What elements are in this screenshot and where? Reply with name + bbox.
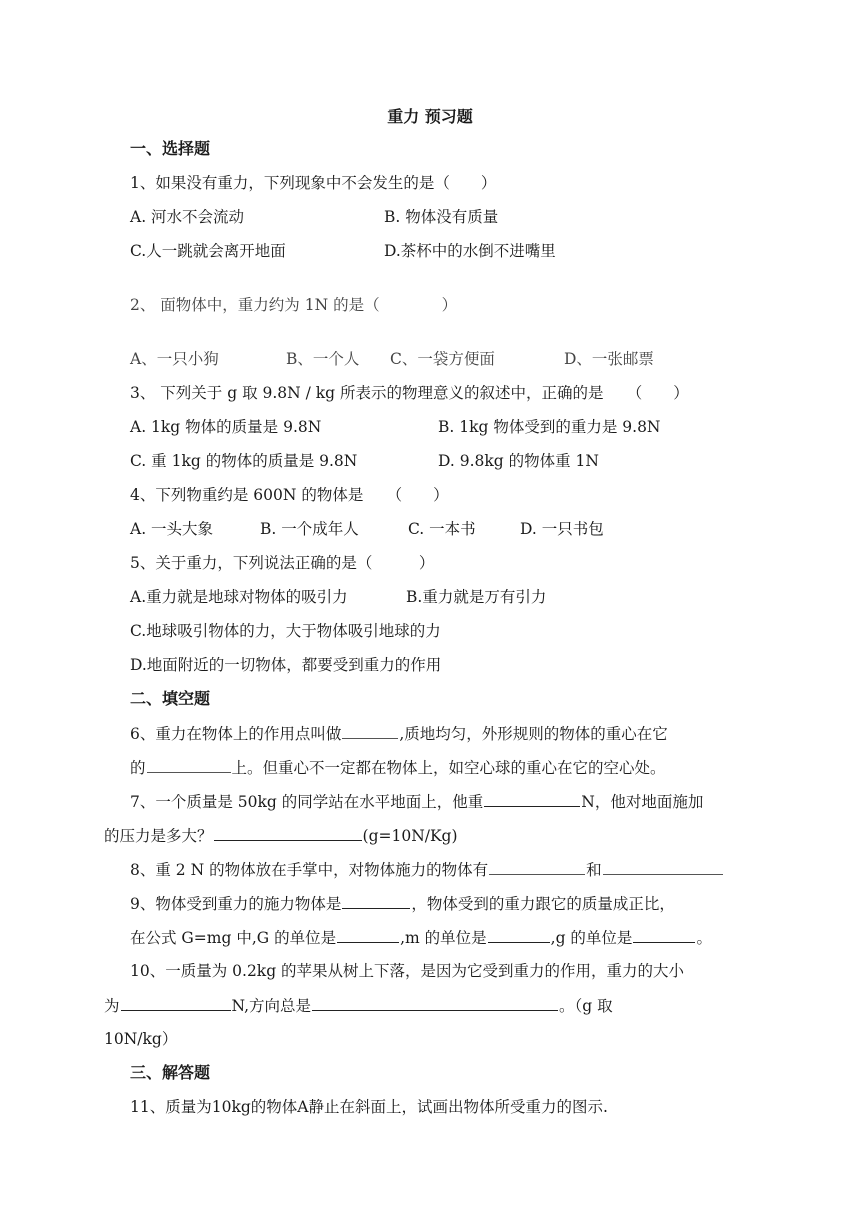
question-11-stem: 11、质量为10kg的物体A静止在斜面上，试画出物体所受重力的图示. <box>130 1098 608 1116</box>
question-6-text-a: 6、重力在物体上的作用点叫做 <box>130 725 342 743</box>
question-1-option-a: A. 河水不会流动 <box>130 208 245 226</box>
question-6-line-1 <box>130 722 668 745</box>
question-7-text-d: (g=10N/Kg) <box>362 827 458 845</box>
question-4-option-b: B. 一个成年人 <box>260 520 359 538</box>
question-7-line-1 <box>130 790 703 813</box>
question-2-stem: 2、 面物体中，重力约为 1N 的是（ ） <box>130 296 458 314</box>
question-2-option-b: B、一个人 <box>286 350 360 368</box>
question-9-line-2 <box>130 926 712 949</box>
question-6-text-b: ,质地均匀，外形规则的物体的重心在它 <box>399 725 668 743</box>
question-4-stem: 4、下列物重约是 600N 的物体是 （ ） <box>130 486 449 504</box>
page-title: 重力 预习题 <box>387 107 473 126</box>
question-10-text-b: 为 <box>104 997 120 1015</box>
question-6-blank-2[interactable] <box>147 756 231 773</box>
question-7-blank-2[interactable] <box>214 824 362 841</box>
section-heading-answer: 三、解答题 <box>130 1063 211 1082</box>
question-5-stem: 5、关于重力，下列说法正确的是（ ） <box>130 554 435 572</box>
question-10-blank-2[interactable] <box>312 994 558 1011</box>
question-4-option-c: C. 一本书 <box>408 520 476 538</box>
question-2-option-a: A、一只小狗 <box>130 350 219 368</box>
question-9-text-a: 9、物体受到重力的施力物体是 <box>130 895 342 913</box>
question-5-option-b: B.重力就是万有引力 <box>406 588 547 606</box>
question-9-blank-2[interactable] <box>337 926 399 943</box>
question-8-blank-1[interactable] <box>489 858 585 875</box>
question-3-option-d: D. 9.8kg 的物体重 1N <box>438 452 599 470</box>
question-7-blank-1[interactable] <box>484 790 580 807</box>
question-3-option-b: B. 1kg 物体受到的重力是 9.8N <box>438 418 661 436</box>
question-8-blank-2[interactable] <box>603 858 723 875</box>
question-3-option-c: C. 重 1kg 的物体的质量是 9.8N <box>130 452 358 470</box>
question-9-text-c: 在公式 G=mg 中,G 的单位是 <box>130 929 337 947</box>
question-8-text-b: 和 <box>586 861 602 879</box>
question-4-option-d: D. 一只书包 <box>520 520 604 538</box>
question-9-text-f: 。 <box>696 929 712 947</box>
question-9-blank-1[interactable] <box>342 892 410 909</box>
question-5-option-d: D.地面附近的一切物体，都要受到重力的作用 <box>130 656 442 674</box>
question-8-line <box>130 858 724 881</box>
question-6-text-d: 上。但重心不一定都在物体上，如空心球的重心在它的空心处。 <box>231 759 666 777</box>
question-10-line-3: 10N/kg） <box>104 1030 178 1048</box>
question-6-line-2 <box>130 756 666 779</box>
question-1-option-d: D.茶杯中的水倒不进嘴里 <box>384 242 556 260</box>
question-1-option-b: B. 物体没有质量 <box>384 208 499 226</box>
question-7-text-a: 7、一个质量是 50kg 的同学站在水平地面上，他重 <box>130 793 484 811</box>
question-10-text-d: 。（g 取 <box>559 997 613 1015</box>
question-3-stem: 3、 下列关于 g 取 9.8N / kg 所表示的物理意义的叙述中，正确的是 （ ） <box>130 384 689 402</box>
question-2-option-c: C、一袋方便面 <box>390 350 495 368</box>
question-9-line-1 <box>130 892 675 915</box>
question-9-blank-3[interactable] <box>488 926 550 943</box>
question-3-option-a: A. 1kg 物体的质量是 9.8N <box>130 418 322 436</box>
question-7-text-b: N，他对地面施加 <box>581 793 704 811</box>
question-9-blank-4[interactable] <box>633 926 695 943</box>
question-7-text-c: 的压力是多大？ <box>104 827 213 845</box>
question-1-option-c: C.人一跳就会离开地面 <box>130 242 286 260</box>
question-9-text-d: ,m 的单位是 <box>400 929 487 947</box>
question-6-text-c: 的 <box>130 759 146 777</box>
question-10-line-2 <box>104 994 613 1017</box>
section-heading-choice: 一、选择题 <box>130 139 211 158</box>
question-2-option-d: D、一张邮票 <box>564 350 654 368</box>
question-5-option-c: C.地球吸引物体的力，大于物体吸引地球的力 <box>130 622 441 640</box>
question-9-text-b: ，物体受到的重力跟它的质量成正比， <box>411 895 675 913</box>
question-1-stem: 1、如果没有重力，下列现象中不会发生的是（ ） <box>130 174 497 192</box>
question-10-line-1: 10、一质量为 0.2kg 的苹果从树上下落，是因为它受到重力的作用，重力的大小 <box>130 962 685 980</box>
question-10-text-c: N,方向总是 <box>231 997 312 1015</box>
question-9-text-e: ,g 的单位是 <box>550 929 633 947</box>
question-8-text-a: 8、重 2 N 的物体放在手掌中，对物体施力的物体有 <box>130 861 489 879</box>
question-6-blank-1[interactable] <box>342 722 398 739</box>
question-7-line-2 <box>104 824 458 847</box>
question-5-option-a: A.重力就是地球对物体的吸引力 <box>130 588 348 606</box>
section-heading-fill: 二、填空题 <box>130 689 211 708</box>
question-4-option-a: A. 一头大象 <box>130 520 214 538</box>
question-10-blank-1[interactable] <box>121 994 231 1011</box>
